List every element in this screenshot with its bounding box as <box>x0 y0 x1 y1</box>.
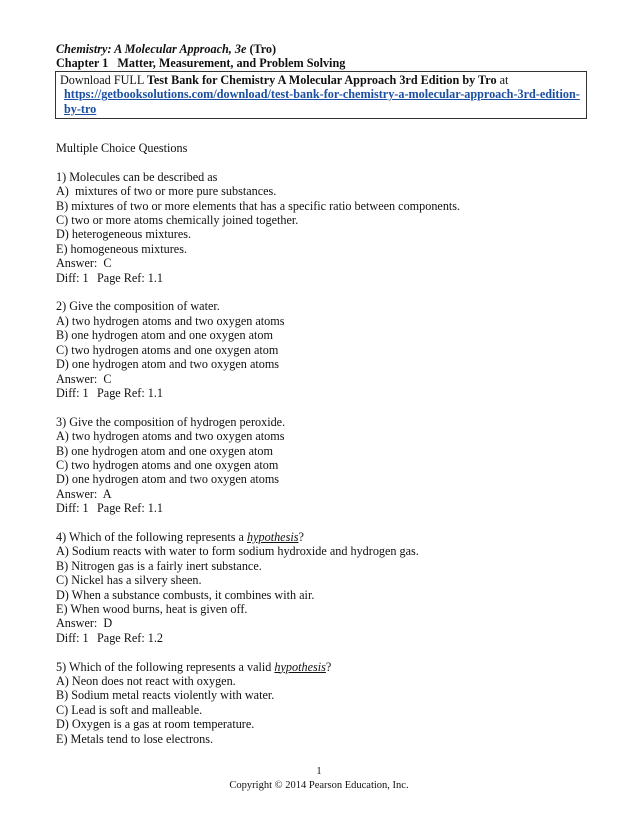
page-ref: Page Ref: 1.1 <box>97 501 164 516</box>
question-stem-text: 5) Which of the following represents a valid <box>56 659 275 674</box>
download-link-text[interactable]: https://getbooksolutions.com/download/test-bank-for-chemistry-a-molecular-approach-3rd-edition-by-tro <box>64 87 580 116</box>
answer-key: Answer: C <box>56 371 112 386</box>
answer-option: C) Nickel has a silvery sheen. <box>56 573 202 588</box>
download-text <box>60 73 582 87</box>
question-meta <box>56 501 586 515</box>
question-stem: 1) Molecules can be described as <box>56 169 218 184</box>
difficulty: Diff: 1 <box>56 630 89 645</box>
answer-option: C) Lead is soft and malleable. <box>56 702 203 717</box>
answer-option: D) Oxygen is a gas at room temperature. <box>56 717 255 732</box>
answer-option: D) When a substance combusts, it combines with air. <box>56 587 315 602</box>
question-stem <box>56 660 586 674</box>
difficulty: Diff: 1 <box>56 501 89 516</box>
answer-option: C) two or more atoms chemically joined together. <box>56 213 299 228</box>
page-ref: Page Ref: 1.2 <box>97 630 164 645</box>
book-title: Chemistry: A Molecular Approach, 3e <box>56 42 247 56</box>
question-stem-end: ? <box>325 659 332 674</box>
answer-option: A) Sodium reacts with water to form sodium hydroxide and hydrogen gas. <box>56 544 419 559</box>
answer-key: Answer: A <box>56 486 112 501</box>
question-stem-end: ? <box>298 529 304 544</box>
question-block <box>56 415 586 516</box>
answer-option: A) Neon does not react with oxygen. <box>56 673 236 688</box>
answer-option: B) one hydrogen atom and one oxygen atom <box>56 443 273 458</box>
difficulty: Diff: 1 <box>56 385 89 400</box>
question-stem-emphasis: hypothesis <box>247 529 299 544</box>
question-meta <box>56 271 586 285</box>
answer-key: Answer: D <box>56 616 113 631</box>
answer-option: D) one hydrogen atom and two oxygen atoms <box>56 472 280 487</box>
question-list <box>56 170 586 746</box>
chapter-title: Chapter 1 Matter, Measurement, and Problem Solving <box>56 56 346 71</box>
answer-option: D) heterogeneous mixtures. <box>56 227 192 242</box>
question-stem-emphasis: hypothesis <box>274 659 326 674</box>
answer-option: B) Nitrogen gas is a fairly inert substance. <box>56 558 262 573</box>
answer-option: B) one hydrogen atom and one oxygen atom <box>56 328 273 343</box>
answer-option: D) one hydrogen atom and two oxygen atoms <box>56 357 280 372</box>
answer-option: E) Metals tend to lose electrons. <box>56 731 214 746</box>
page-ref: Page Ref: 1.1 <box>97 385 164 400</box>
question-block <box>56 170 586 285</box>
page-number: 1 <box>316 766 322 777</box>
answer-option: A) mixtures of two or more pure substances. <box>56 184 277 199</box>
question-block <box>56 530 586 645</box>
answer-option: C) two hydrogen atoms and one oxygen atom <box>56 457 279 472</box>
question-block <box>56 299 586 400</box>
download-title: Test Bank for Chemistry A Molecular Approach 3rd Edition by Tro <box>146 72 497 87</box>
page-ref: Page Ref: 1.1 <box>97 270 164 285</box>
question-meta <box>56 386 586 400</box>
question-stem: 2) Give the composition of water. <box>56 299 220 314</box>
book-author: (Tro) <box>249 42 277 56</box>
answer-option: A) two hydrogen atoms and two oxygen atoms <box>56 313 285 328</box>
question-block <box>56 660 586 746</box>
book-title-line <box>56 42 586 56</box>
answer-option: B) mixtures of two or more elements that has a specific ratio between components. <box>56 198 461 213</box>
answer-option: E) When wood burns, heat is given off. <box>56 601 248 616</box>
difficulty: Diff: 1 <box>56 270 89 285</box>
question-meta <box>56 631 586 645</box>
download-box <box>55 71 587 119</box>
download-suffix: at <box>496 72 509 87</box>
section-title: Multiple Choice Questions <box>56 141 188 156</box>
document-page <box>56 42 586 746</box>
download-link[interactable] <box>60 87 582 116</box>
question-stem: 3) Give the composition of hydrogen peroxide. <box>56 414 286 429</box>
question-stem <box>56 530 586 544</box>
answer-option: C) two hydrogen atoms and one oxygen atom <box>56 342 279 357</box>
answer-option: A) two hydrogen atoms and two oxygen atoms <box>56 429 285 444</box>
download-prefix: Download FULL <box>60 72 147 87</box>
question-stem-text: 4) Which of the following represents a <box>56 529 247 544</box>
answer-option: E) homogeneous mixtures. <box>56 241 187 256</box>
copyright-notice: Copyright © 2014 Pearson Education, Inc. <box>229 780 409 791</box>
answer-key: Answer: C <box>56 256 112 271</box>
answer-option: B) Sodium metal reacts violently with water. <box>56 688 275 703</box>
